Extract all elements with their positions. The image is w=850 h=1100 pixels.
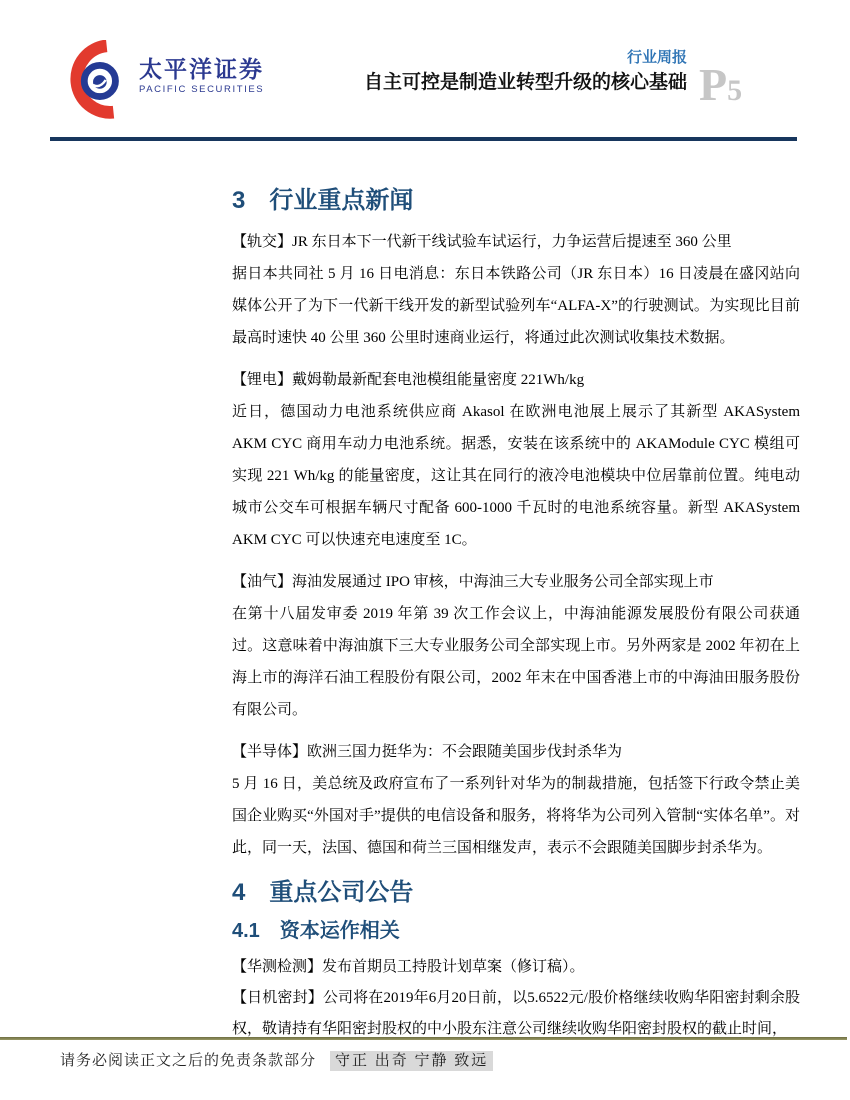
logo-name-cn: 太平洋证券 [139, 56, 264, 82]
header-divider [50, 137, 797, 141]
news-headline: 【轨交】JR 东日本下一代新干线试验车试运行，力争运营后提速至 360 公里 [232, 234, 732, 250]
footer-motto: 守正 出奇 宁静 致远 [330, 1051, 493, 1071]
section-4-1-subheading: 4.1 资本运作相关 [232, 920, 400, 942]
page-content [232, 186, 800, 1045]
news-headline: 【锂电】戴姆勒最新配套电池模组能量密度 221Wh/kg [232, 372, 585, 388]
footer [60, 1049, 493, 1070]
footer-disclaimer: 请务必阅读正文之后的免责条款部分 [60, 1053, 317, 1069]
announcement-riji: 【日机密封】公司将在2019年6月20日前，以5.6522元/股价格继续收购华阳密封剩余股权，敬请持有华阳密封股权的中小股东注意公司继续收购华阳密封股权的截止时间， [232, 990, 800, 1037]
footer-divider [0, 1037, 847, 1040]
announcement-huace: 【华测检测】发布首期员工持股计划草案（修订稿）。 [232, 959, 585, 975]
report-type-label: 行业周报 [626, 49, 687, 66]
news-body: 近日，德国动力电池系统供应商 Akasol 在欧洲电池展上展示了其新型 AKASystem AKM CYC 商用车动力电池系统。据悉，安装在该系统中的 AKAModule CYC 模组可实现 221 Wh/kg 的能量密度，这让其在同行的液冷电池模块中位居靠前位置。纯电动城市公交车可根据车辆尺寸配备 600-1000 千瓦时的电池系统容量。新型 AKASystem AKM CYC 可以快速充电速度至 1C。 [232, 404, 800, 548]
section-3-heading: 3 行业重点新闻 [232, 187, 414, 214]
page-number [699, 58, 742, 111]
news-item-battery [232, 364, 800, 556]
page-number-value: 5 [727, 74, 743, 107]
news-headline: 【油气】海油发展通过 IPO 审核，中海油三大专业服务公司全部实现上市 [232, 574, 714, 590]
news-headline: 【半导体】欧洲三国力挺华为：不会跟随美国步伐封杀华为 [232, 744, 623, 760]
company-logo [55, 40, 264, 120]
pacific-securities-logo-icon [55, 40, 133, 120]
news-item-semiconductor [232, 736, 800, 864]
news-body: 5 月 16 日，美总统及政府宣布了一系列针对华为的制裁措施，包括签下行政令禁止美国企业购买“外国对手”提供的电信设备和服务，将将华为公司列入管制“实体名单”。对此，同一天，法国、德国和荷兰三国相继发声，表示不会跟随美国脚步封杀华为。 [232, 776, 800, 856]
news-body: 在第十八届发审委 2019 年第 39 次工作会议上，中海油能源发展股份有限公司获通过。这意味着中海油旗下三大专业服务公司全部实现上市。另外两家是 2002 年初在上海上市的海洋石油工程股份有限公司，2002 年末在中国香港上市的中海油田服务股份有限公司。 [232, 606, 800, 718]
news-item-rail [232, 226, 800, 354]
report-title: 自主可控是制造业转型升级的核心基础 [363, 72, 687, 93]
page-number-prefix: P [699, 59, 728, 110]
news-body: 据日本共同社 5 月 16 日电消息：东日本铁路公司（JR 东日本）16 日凌晨在盛冈站向媒体公开了为下一代新干线开发的新型试验列车“ALFA-X”的行驶测试。为实现比目前最高时速快 40 公里 360 公里时速商业运行，将通过此次测试收集技术数据。 [232, 266, 800, 346]
logo-name-en: PACIFIC SECURITIES [139, 84, 265, 95]
news-item-oilgas [232, 566, 800, 726]
section-4-heading: 4 重点公司公告 [232, 879, 414, 906]
header-report-info [364, 48, 687, 96]
